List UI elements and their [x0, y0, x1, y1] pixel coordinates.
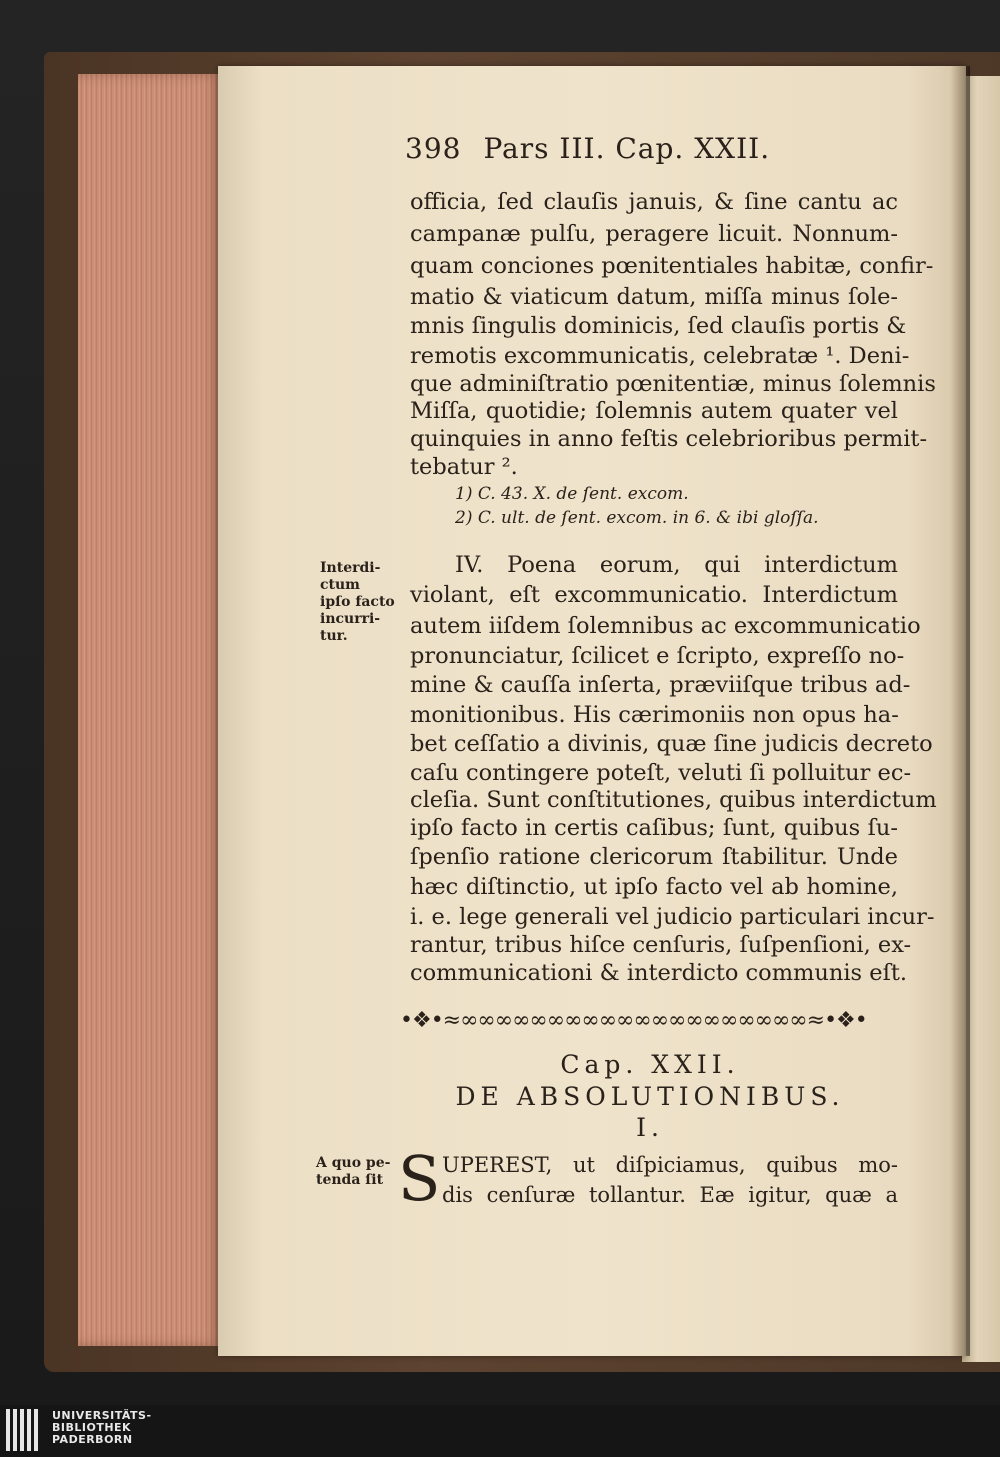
- text-line: rantur, tribus hiſce cenſuris, ſuſpenſioni, ex-: [410, 932, 912, 958]
- section-number: I.: [636, 1113, 664, 1142]
- text-line: quam conciones pœnitentiales habitæ, confir-: [410, 253, 934, 279]
- library-name: UNIVERSITÄTS- BIBLIOTHEK PADERBORN: [52, 1409, 152, 1446]
- drop-cap: S: [398, 1142, 441, 1215]
- text-line: pronunciatur, ſcilicet e ſcripto, expreſſo no-: [410, 643, 905, 669]
- chapter-title: DE ABSOLUTIONIBUS.: [455, 1082, 845, 1111]
- text-line: matio & viaticum datum, miſſa minus ſole-: [410, 284, 898, 310]
- text-line: que adminiſtratio pœnitentiæ, minus ſolemnis: [410, 371, 936, 397]
- text-line: campanæ pulſu, peragere licuit. Nonnum-: [410, 221, 898, 247]
- page-gutter: [950, 66, 970, 1356]
- page-number: 398: [405, 132, 462, 165]
- text-line: i. e. lege generali vel judicio particulari incur-: [410, 904, 935, 930]
- text-line: mine & cauſſa inſerta, præviiſque tribus ad-: [410, 672, 911, 698]
- text-line: tebatur ².: [410, 454, 518, 480]
- text-line: communicationi & interdicto communis eſt.: [410, 960, 908, 986]
- text-line: UPEREST, ut diſpiciamus, quibus mo-: [442, 1153, 898, 1177]
- marginal-note-interdictum: Interdi- ctum ipſo facto incurri- tur.: [320, 560, 395, 644]
- text-line: caſu contingere poteſt, veluti ſi polluitur ec-: [410, 760, 912, 786]
- chapter-number: Cap. XXII.: [560, 1050, 740, 1079]
- running-head: Pars III. Cap. XXII.: [483, 132, 771, 165]
- text-line: officia, ſed clauſis januis, & ſine cantu ac: [410, 189, 898, 215]
- text-line: ſpenſio ratione clericorum ſtabilitur. Unde: [410, 844, 898, 870]
- marginal-note-absolution: A quo pe- tenda ſit: [316, 1155, 391, 1188]
- text-line: autem iiſdem ſolemnibus ac excommunicatio: [410, 613, 921, 639]
- text-line: monitionibus. His cærimoniis non opus ha-: [410, 702, 899, 728]
- page-edges: [78, 74, 222, 1346]
- text-line: IV. Poena eorum, qui interdictum: [455, 552, 898, 578]
- ornamental-rule: •❖•≈∞∞∞∞∞∞∞∞∞∞∞∞∞∞∞∞∞∞∞∞≈•❖•: [400, 1008, 867, 1033]
- page-header: [405, 132, 770, 165]
- text-line: Miſſa, quotidie; ſolemnis autem quater vel: [410, 398, 898, 424]
- text-line: quinquies in anno feſtis celebrioribus permit-: [410, 426, 928, 452]
- footnote-2: 2) C. ult. de ſent. excom. in 6. & ibi gloſſa.: [455, 508, 819, 528]
- text-line: mnis ſingulis dominicis, ſed clauſis portis &: [410, 313, 907, 339]
- text-line: bet ceſſatio a divinis, quæ ſine judicis decreto: [410, 731, 933, 757]
- text-line: hæc diſtinctio, ut ipſo facto vel ab homine,: [410, 874, 898, 900]
- text-line: violant, eſt excommunicatio. Interdictum: [410, 582, 898, 608]
- text-line: ipſo facto in certis caſibus; ſunt, quibus ſu-: [410, 815, 898, 841]
- text-line: cleſia. Sunt conſtitutiones, quibus interdictum: [410, 787, 937, 813]
- text-line: dis cenſuræ tollantur. Eæ igitur, quæ a: [442, 1183, 898, 1207]
- library-logo-icon: [6, 1409, 42, 1453]
- footnote-1: 1) C. 43. X. de ſent. excom.: [455, 484, 689, 504]
- text-line: remotis excommunicatis, celebratæ ¹. Deni-: [410, 343, 910, 369]
